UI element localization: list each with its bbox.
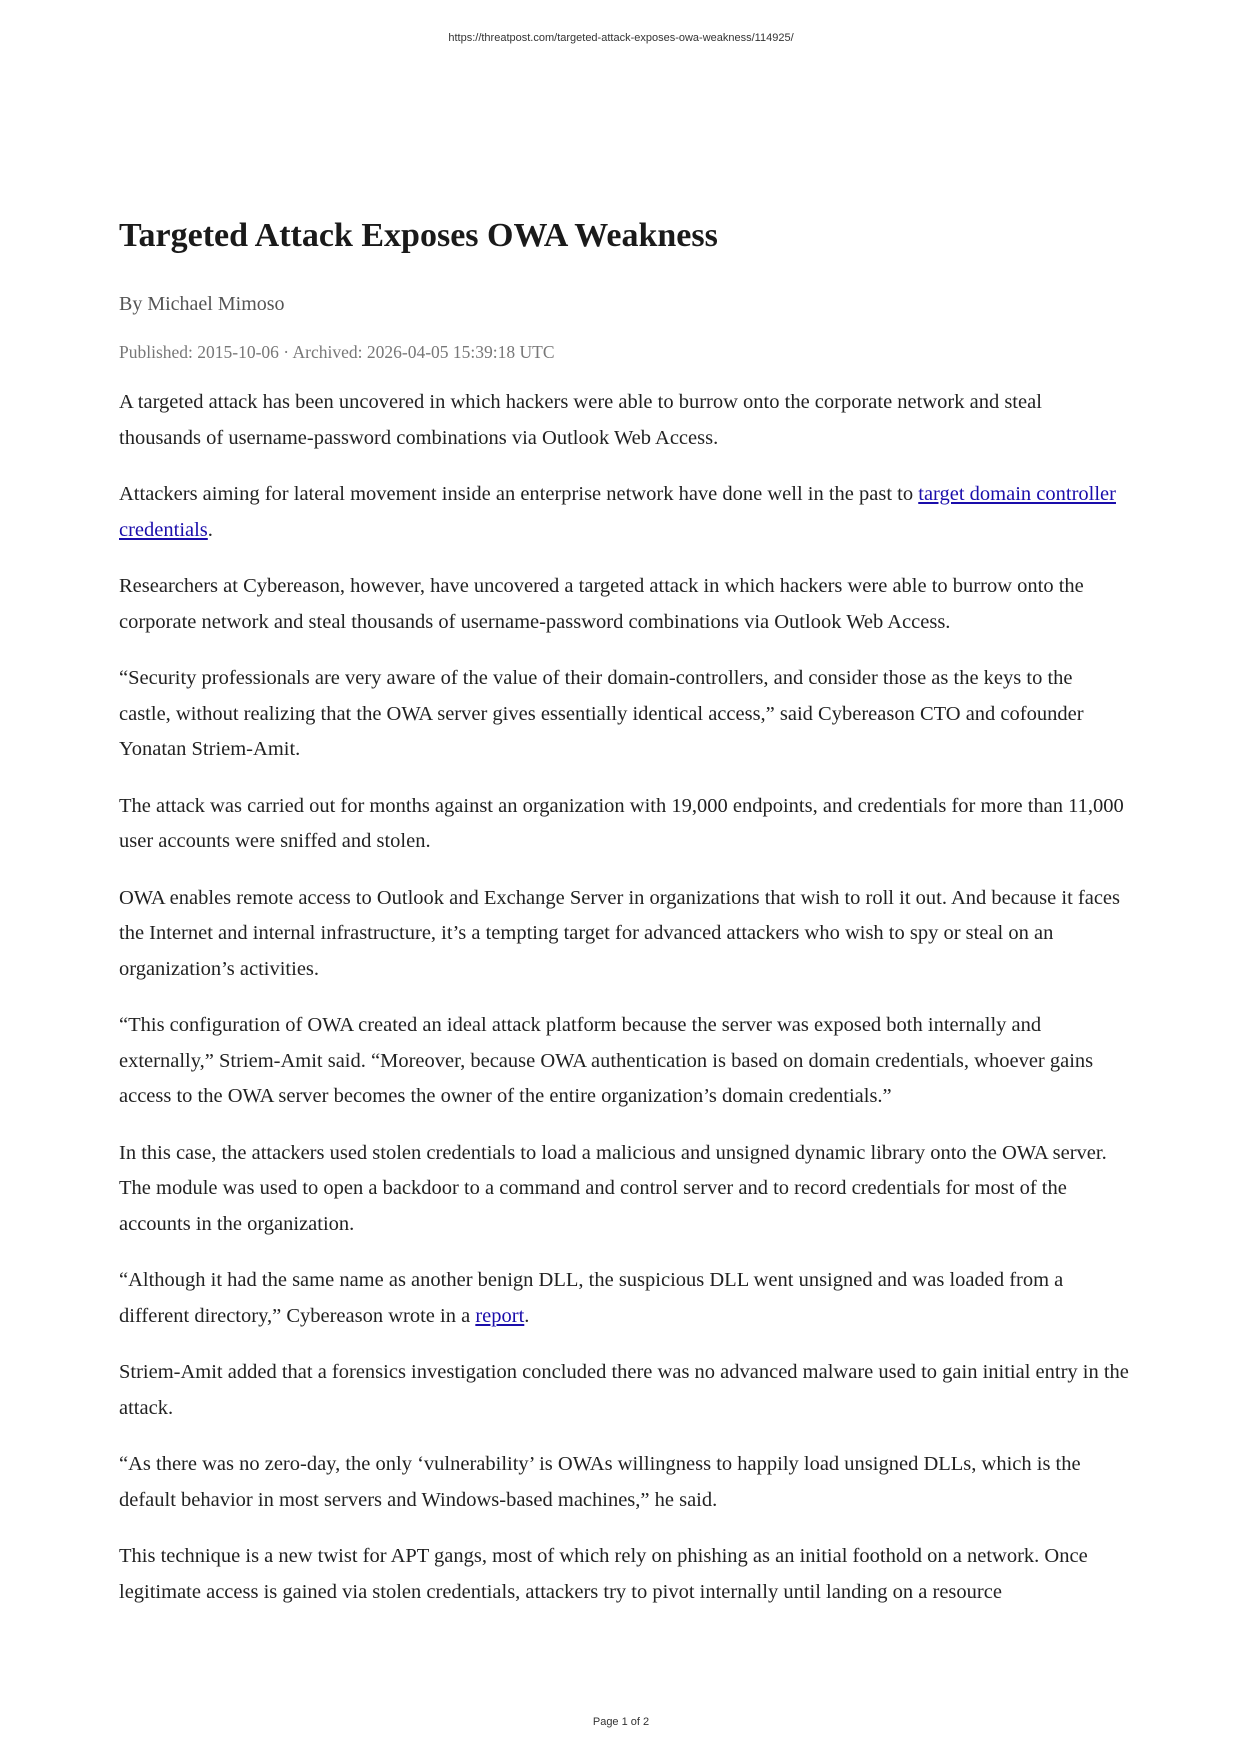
paragraph: The attack was carried out for months against an organization with 19,000 endpoints, and credentials for more than 11,000 user accounts were sniffed and stolen. [119, 794, 1124, 852]
paragraph-text: Attackers aiming for lateral movement inside an enterprise network have done well in the past to [119, 483, 919, 505]
paragraph: “This configuration of OWA created an ideal attack platform because the server was exposed both internally and externally,” Striem-Amit said. “Moreover, because OWA authentication is based on domain credentials, whoever gains access to the OWA server becomes the owner of the entire organization’s domain credentials.” [119, 1014, 1094, 1107]
paragraph: Researchers at Cybereason, however, have uncovered a targeted attack in which hackers were able to burrow onto the corporate network and steal thousands of username-password combinations via Outlook Web Access. [119, 575, 1084, 633]
paragraph: This technique is a new twist for APT gangs, most of which rely on phishing as an initial foothold on a network. Once legitimate access is gained via stolen credentials, attackers try to pivot internally until landing on a resource [119, 1545, 1088, 1603]
page-number: Page 1 of 2 [592, 1716, 650, 1728]
article [119, 212, 1129, 1631]
paragraph: OWA enables remote access to Outlook and Exchange Server in organizations that wish to roll it out. And because it faces the Internet and internal infrastructure, it’s a tempting target for advanced attackers who wish to spy or steal on an organization’s activities. [119, 886, 1120, 980]
publish-meta: Published: 2015-10-06 · Archived: 2026-04-05 15:39:18 UTC [119, 342, 555, 362]
article-title: Targeted Attack Exposes OWA Weakness [119, 217, 718, 254]
paragraph: “Security professionals are very aware of the value of their domain-controllers, and consider those as the keys to the castle, without realizing that the OWA server gives essentially identical access,” said Cybereason CTO and cofounder Yonatan Striem-Amit. [119, 667, 1084, 760]
byline: By Michael Mimoso [119, 293, 285, 315]
paragraph-text: . [524, 1304, 530, 1327]
article-body [119, 385, 1129, 1610]
paragraph: A targeted attack has been uncovered in which hackers were able to burrow onto the corporate network and steal thousands of username-password combinations via Outlook Web Access. [119, 391, 1042, 449]
paragraph [119, 1263, 1129, 1334]
report-link[interactable]: report [475, 1304, 525, 1327]
target-domain-controller-link[interactable]: target domain controller credentials [119, 483, 1116, 541]
paragraph: In this case, the attackers used stolen credentials to load a malicious and unsigned dynamic library onto the OWA server. The module was used to open a backdoor to a command and control server and to record credentials for most of the accounts in the organization. [119, 1141, 1107, 1235]
page-url: https://threatpost.com/targeted-attack-exposes-owa-weakness/114925/ [448, 32, 794, 44]
paragraph: “As there was no zero-day, the only ‘vulnerability’ is OWAs willingness to happily load unsigned DLLs, which is the default behavior in most servers and Windows-based machines,” he said. [119, 1453, 1081, 1511]
paragraph-text: . [207, 518, 213, 541]
paragraph: Striem-Amit added that a forensics investigation concluded there was no advanced malware used to gain initial entry in the attack. [119, 1361, 1129, 1419]
paragraph-text: “Although it had the same name as another benign DLL, the suspicious DLL went unsigned and was loaded from a different directory,” Cybereason wrote in a [119, 1269, 1064, 1327]
paragraph [119, 477, 1129, 548]
